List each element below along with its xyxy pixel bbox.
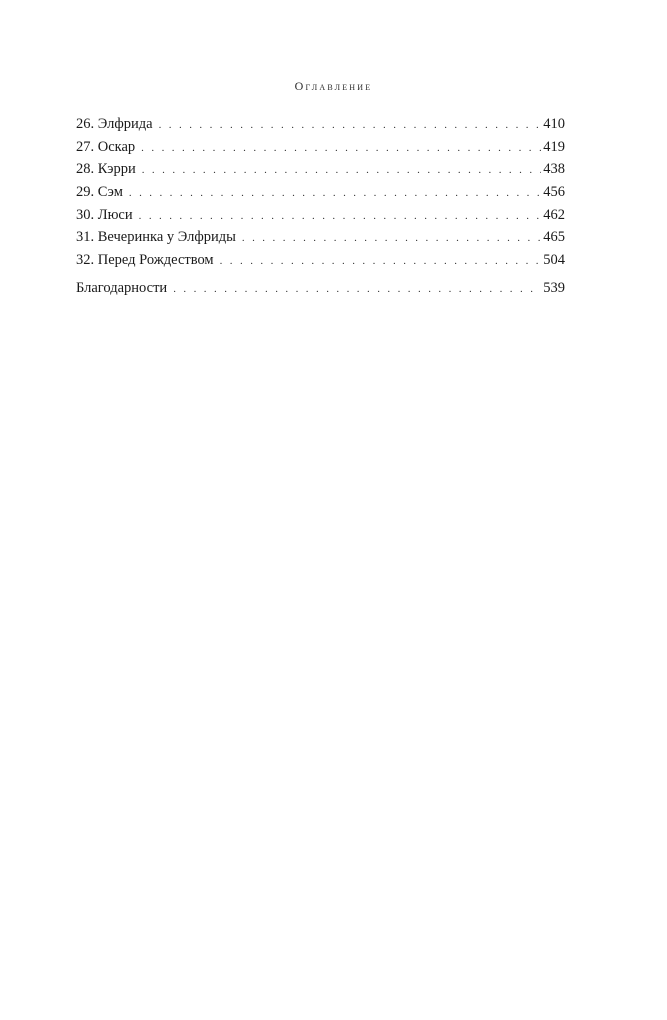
toc-entry-title: 32. Перед Рождеством bbox=[76, 252, 214, 269]
toc-entry bbox=[76, 249, 565, 272]
dot-leader bbox=[220, 250, 542, 273]
toc-entry bbox=[76, 181, 565, 204]
toc-entry bbox=[76, 113, 565, 136]
toc-entry-page: 410 bbox=[543, 116, 565, 132]
toc-entry-title: 30. Люси bbox=[76, 206, 133, 223]
toc-entry-title: 29. Сэм bbox=[76, 184, 123, 201]
dot-leader bbox=[173, 278, 541, 301]
toc-entry-title: 27. Оскар bbox=[76, 138, 136, 155]
toc-entry-acknowledgements bbox=[76, 277, 565, 300]
dot-leader bbox=[242, 227, 541, 250]
toc-entry-title: 26. Элфрида bbox=[76, 116, 153, 132]
dot-leader bbox=[159, 114, 542, 137]
toc-entry-page: 419 bbox=[543, 138, 565, 155]
dot-leader bbox=[139, 205, 542, 228]
toc-entry bbox=[76, 158, 565, 181]
toc-entry-page: 456 bbox=[543, 184, 565, 201]
toc-entry-page: 504 bbox=[543, 252, 565, 269]
toc-entry-page: 539 bbox=[543, 279, 565, 296]
dot-leader bbox=[142, 159, 542, 182]
toc-heading: Оглавление bbox=[294, 79, 373, 93]
toc-entry bbox=[76, 136, 565, 159]
toc-entry bbox=[76, 204, 565, 227]
table-of-contents bbox=[76, 113, 565, 300]
toc-entry-page: 462 bbox=[543, 206, 565, 223]
toc-entry-page: 438 bbox=[543, 161, 565, 178]
dot-leader bbox=[141, 137, 541, 160]
toc-entry-title: 31. Вечеринка у Элфриды bbox=[76, 229, 236, 246]
dot-leader bbox=[129, 182, 541, 205]
toc-entry-page: 465 bbox=[543, 229, 565, 246]
toc-entry-title: 28. Кэрри bbox=[76, 161, 136, 178]
toc-entry bbox=[76, 226, 565, 249]
toc-entry-title: Благодарности bbox=[76, 279, 168, 296]
